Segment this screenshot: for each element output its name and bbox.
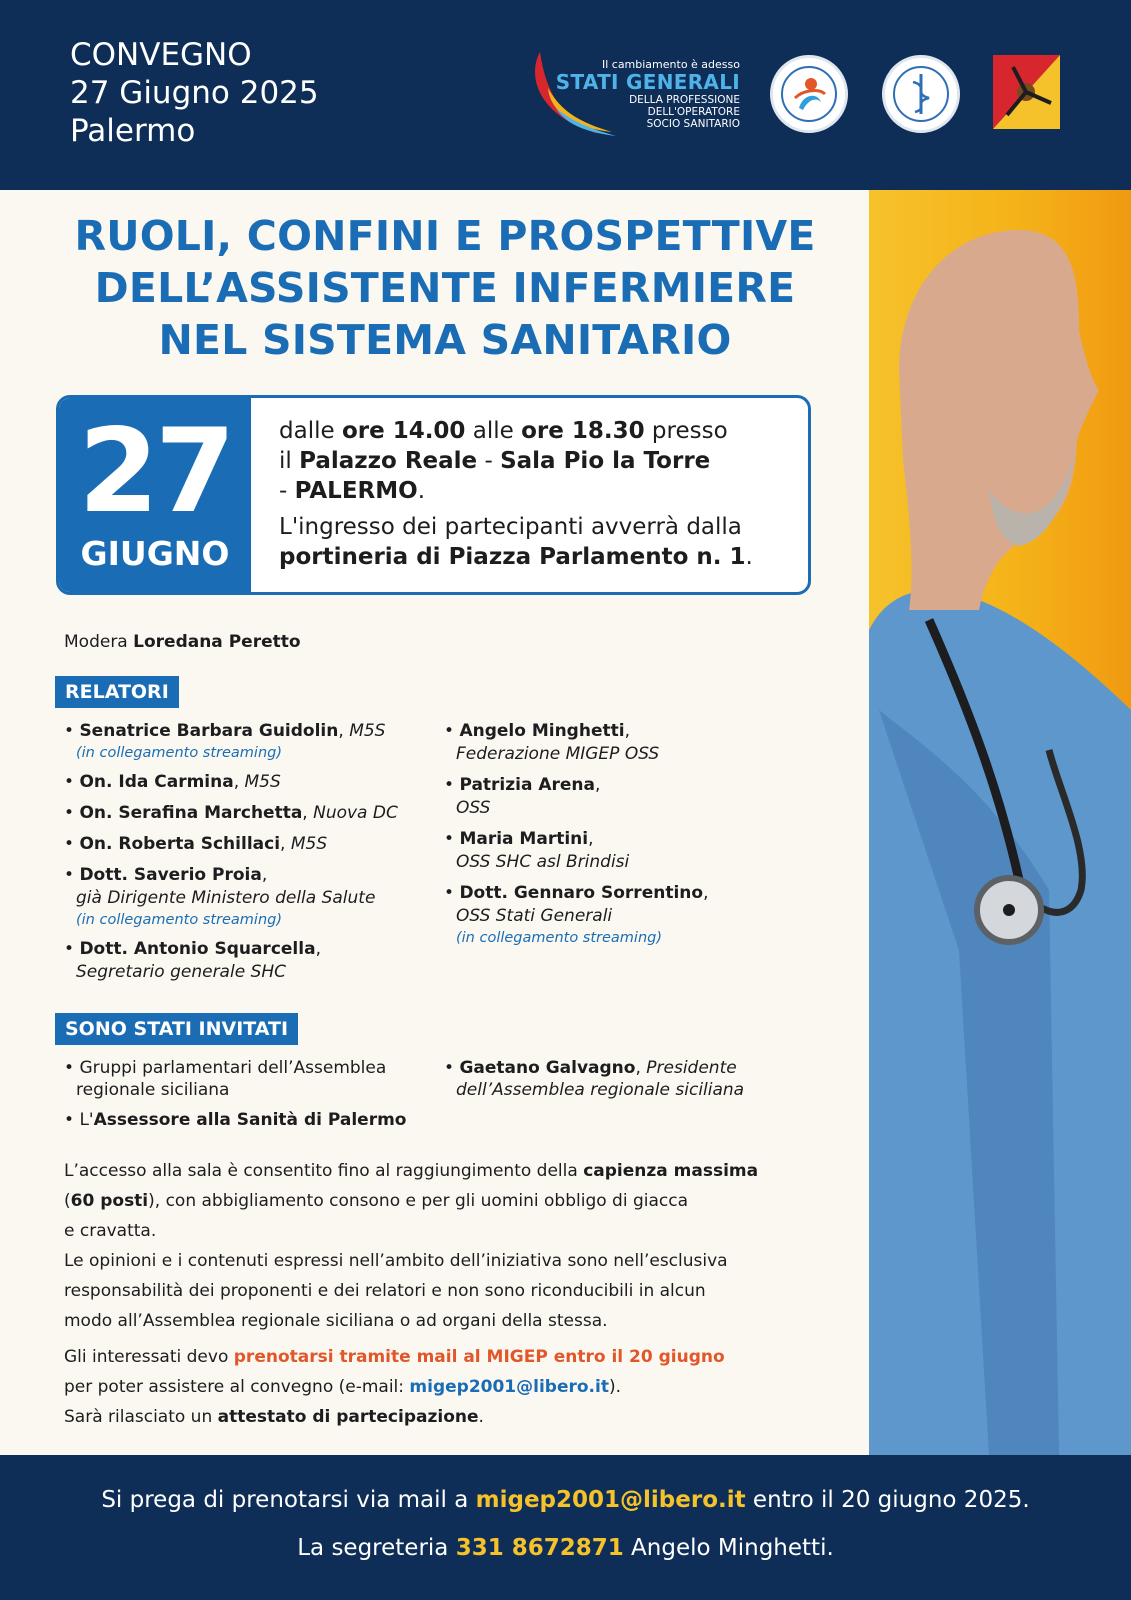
speaker-item: • Dott. Saverio Proia, già Dirigente Ministero della Salute (in collegamento streaming) — [64, 865, 376, 928]
relatori-right-column — [444, 720, 844, 956]
logo-subtitle: DELLA PROFESSIONE DELL'OPERATORE SOCIO SANITARIO — [629, 94, 740, 130]
header-bar — [0, 0, 1131, 190]
invited-item: • Gaetano Galvagno, Presidente dell’Assemblea regionale siciliana — [444, 1058, 745, 1100]
invited-item: • Gruppi parlamentari dell’Assemblea regionale siciliana — [64, 1058, 387, 1100]
speaker-item: • Dott. Gennaro Sorrentino, OSS Stati Generali (in collegamento streaming) — [444, 883, 709, 946]
info-text: L’accesso alla sala è consentito fino al raggiungimento della capienza massima (60 posti), con abbigliamento consono e per gli uomini obbligo di giacca e cravatta. Le opinioni e i contenuti espressi nell’ambito dell’iniziativa sono nell’esclusiva responsabilità dei proponenti e dei relatori e non sono riconducibili in alcun modo all’Assemblea regionale siciliana o ad organi della stessa. Gli interessati devo prenotarsi tramite mail al MIGEP entro il 20 giugno per poter assistere al convegno (e-mail: migep2001@libero.it). Sarà rilasciato un attestato di partecipazione. — [64, 1161, 759, 1427]
email-link[interactable]: migep2001@libero.it — [409, 1377, 609, 1397]
nurse-photo — [869, 190, 1131, 1455]
date-month: GIUGNO — [80, 534, 230, 573]
invited-item: • L'Assessore alla Sanità di Palermo — [64, 1110, 407, 1130]
speaker-item: • Patrizia Arena, OSS — [444, 775, 601, 818]
footer-booking-line: Si prega di prenotarsi via mail a migep2001@libero.it entro il 20 giugno 2025. — [101, 1487, 1030, 1513]
event-city: Palermo — [70, 113, 196, 149]
speaker-item: • Dott. Antonio Squarcella, Segretario generale SHC — [64, 939, 321, 982]
relatori-heading: RELATORI — [55, 676, 179, 708]
event-date: 27 Giugno 2025 — [70, 75, 319, 111]
footer-contact-line: La segreteria 331 8672871 Angelo Minghetti. — [297, 1535, 834, 1561]
sicilia-flag-icon — [993, 55, 1060, 129]
moderator: Modera Loredana Peretto — [64, 632, 301, 652]
logo-tagline: Il cambiamento è adesso — [601, 58, 740, 71]
invitati-right-column — [444, 1057, 844, 1109]
date-day: 27 — [78, 404, 232, 539]
nurse-figure-icon — [869, 190, 1131, 1455]
speaker-item: • Senatrice Barbara Guidolin, M5S (in collegamento streaming) — [64, 721, 386, 761]
federazione-migep-seal-icon — [882, 55, 960, 133]
speaker-item: • Maria Martini, OSS SHC asl Brindisi — [444, 829, 630, 872]
speaker-item: • On. Serafina Marchetta, Nuova DC — [64, 803, 398, 823]
registro-professionale-seal-icon — [770, 55, 848, 133]
invitati-heading: SONO STATI INVITATI — [55, 1013, 298, 1045]
speaker-item: • On. Ida Carmina, M5S — [64, 772, 281, 792]
footer-email-link[interactable]: migep2001@libero.it — [475, 1487, 746, 1513]
speaker-item: • Angelo Minghetti, Federazione MIGEP OSS — [444, 721, 660, 764]
logo-title: STATI GENERALI — [555, 70, 740, 94]
date-box — [56, 395, 811, 595]
conference-title: RUOLI, CONFINI E PROSPETTIVE DELL’ASSISTENTE INFERMIERE NEL SISTEMA SANITARIO — [74, 212, 816, 364]
venue-details: dalle ore 14.00 alle ore 18.30 presso il Palazzo Reale - Sala Pio la Torre - PALERMO. L'ingresso dei partecipanti avverrà dalla portineria di Piazza Parlamento n. 1. — [279, 418, 753, 570]
footer-phone[interactable]: 331 8672871 — [455, 1535, 624, 1561]
invitati-left-column — [64, 1057, 444, 1139]
event-type: CONVEGNO — [70, 37, 252, 73]
relatori-left-column — [64, 720, 444, 992]
stati-generali-logo — [530, 48, 740, 140]
footer-bar — [0, 1455, 1131, 1600]
event-info — [70, 36, 319, 150]
speaker-item: • On. Roberta Schillaci, M5S — [64, 834, 328, 854]
date-badge — [59, 398, 251, 592]
